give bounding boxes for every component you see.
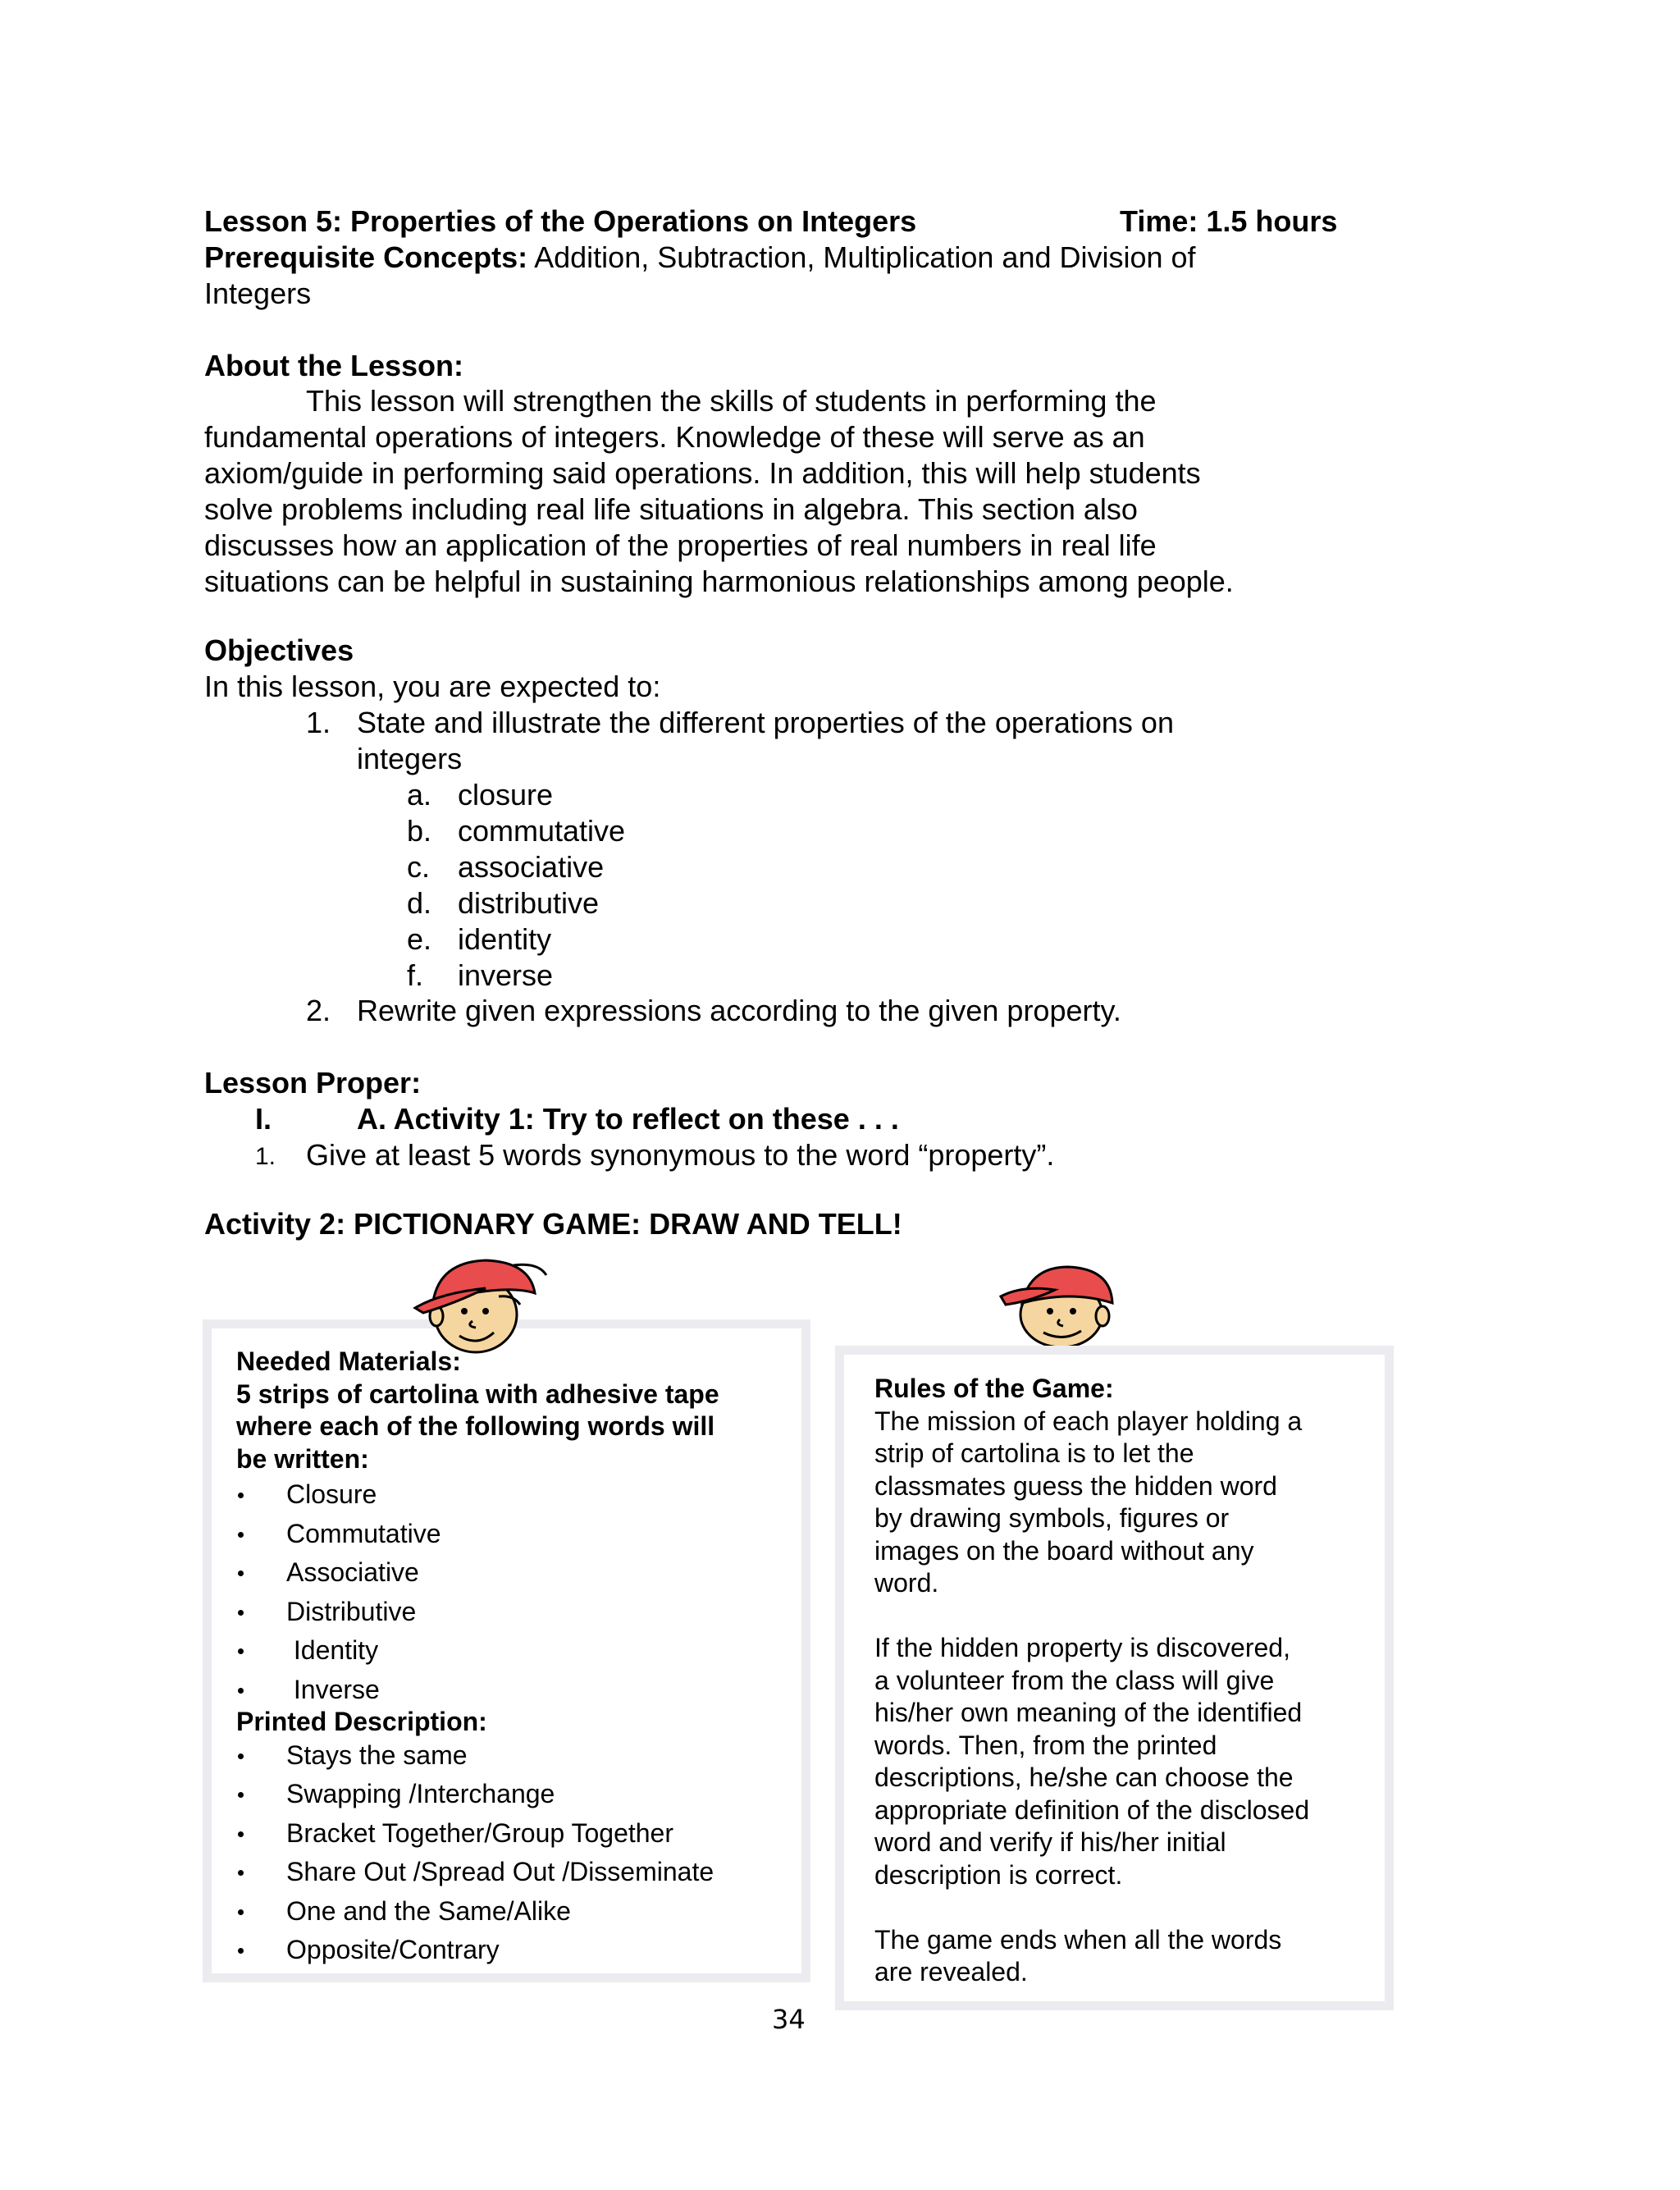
lesson-proper-heading: Lesson Proper: [204, 1066, 422, 1100]
rules-line: description is correct. [874, 1859, 1123, 1890]
sub-item-text: inverse [458, 958, 554, 992]
sub-item-text: closure [458, 778, 554, 812]
sub-item-letter: e. [407, 922, 432, 956]
boy-with-red-cap-icon [407, 1247, 559, 1359]
word-item: Associative [236, 1553, 802, 1593]
about-line: axiom/guide in performing said operations. In addition, this will help students [204, 456, 1201, 490]
sub-item-letter: c. [407, 850, 431, 884]
materials-intro-line: 5 strips of cartolina with adhesive tape [236, 1378, 719, 1409]
word-item: Inverse [236, 1671, 802, 1703]
rules-line: by drawing symbols, figures or [874, 1503, 1230, 1533]
lesson-time: Time: 1.5 hours [1120, 204, 1338, 238]
about-line: situations can be helpful in sustaining harmonious relationships among people. [204, 565, 1234, 598]
rules-line: The game ends when all the words [874, 1924, 1282, 1955]
rules-line: a volunteer from the class will give [874, 1665, 1275, 1695]
sub-item-letter: a. [407, 778, 432, 812]
sub-item-text: distributive [458, 886, 600, 920]
sub-item-text: identity [458, 922, 552, 956]
rules-line: strip of cartolina is to let the [874, 1438, 1194, 1468]
rules-line: are revealed. [874, 1957, 1028, 1987]
objectives-intro: In this lesson, you are expected to: [204, 670, 661, 703]
materials-intro-line: be written: [236, 1443, 369, 1474]
roman-numeral: I. [255, 1102, 272, 1136]
about-heading: About the Lesson: [204, 349, 463, 382]
page-number: 34 [772, 2004, 806, 2035]
rules-line: words. Then, from the printed [874, 1730, 1217, 1760]
word-item: Distributive [236, 1593, 802, 1632]
words-list [236, 1475, 802, 1703]
question-text: Give at least 5 words synonymous to the word “property”. [306, 1138, 1055, 1172]
activity-2-heading: Activity 2: PICTIONARY GAME: DRAW AND TELL! [204, 1207, 902, 1241]
description-item: Opposite/Contrary [236, 1931, 802, 1964]
about-line: This lesson will strengthen the skills of students in performing the [306, 384, 1157, 418]
activity-1-heading: A. Activity 1: Try to reflect on these . . . [357, 1102, 899, 1136]
objective-text-1: State and illustrate the different properties of the operations on [357, 706, 1174, 739]
sub-item-letter: d. [407, 886, 432, 920]
lesson-title: Lesson 5: Properties of the Operations on Integers [204, 204, 917, 238]
rules-line: images on the board without any [874, 1535, 1254, 1566]
materials-box [203, 1319, 810, 1982]
rules-line: classmates guess the hidden word [874, 1470, 1277, 1501]
prerequisite-line [204, 240, 1196, 276]
about-line: fundamental operations of integers. Knowledge of these will serve as an [204, 420, 1145, 454]
rules-heading: Rules of the Game: [874, 1374, 1114, 1403]
sub-item-text: associative [458, 850, 605, 884]
printed-description-heading: Printed Description: [236, 1706, 487, 1736]
rules-box [835, 1346, 1394, 2010]
sub-item-text: commutative [458, 814, 626, 848]
prerequisite-label: Prerequisite Concepts: [204, 240, 528, 274]
rules-line: word and verify if his/her initial [874, 1827, 1226, 1857]
prerequisite-text: Addition, Subtraction, Multiplication and Division of [527, 240, 1196, 274]
objective-number-1: 1. [306, 706, 331, 739]
about-line: discusses how an application of the properties of real numbers in real life [204, 528, 1157, 562]
description-item: One and the Same/Alike [236, 1892, 802, 1932]
about-paragraph [204, 383, 1322, 600]
rules-line: If the hidden property is discovered, [874, 1633, 1290, 1662]
objective-text-1-cont: integers [357, 742, 463, 775]
question-number: 1. [255, 1143, 276, 1170]
objectives-heading: Objectives [204, 633, 354, 667]
prerequisite-text-cont: Integers [204, 277, 312, 310]
materials-intro-line: where each of the following words will [236, 1411, 715, 1441]
sub-item-letter: b. [407, 814, 432, 848]
word-item: Commutative [236, 1515, 802, 1554]
word-item: Closure [236, 1475, 802, 1515]
rules-line: his/her own meaning of the identified [874, 1698, 1303, 1727]
description-item: Stays the same [236, 1736, 802, 1776]
description-item: Swapping /Interchange [236, 1775, 802, 1814]
rules-line: word. [874, 1568, 939, 1598]
description-item: Bracket Together/Group Together [236, 1814, 802, 1854]
objective-text-2: Rewrite given expressions according to the given property. [357, 994, 1121, 1027]
rules-line: descriptions, he/she can choose the [874, 1763, 1294, 1792]
rules-line: appropriate definition of the disclosed [874, 1795, 1310, 1825]
boy-with-red-cap-icon [989, 1257, 1142, 1352]
word-item: Identity [236, 1631, 802, 1671]
sub-item-letter: f. [407, 958, 424, 992]
objective-number-2: 2. [306, 994, 331, 1027]
descriptions-list [236, 1736, 802, 1964]
rules-line: The mission of each player holding a [874, 1406, 1303, 1436]
about-line: solve problems including real life situations in algebra. This section also [204, 492, 1138, 526]
description-item: Share Out /Spread Out /Disseminate [236, 1853, 802, 1892]
materials-heading: Needed Materials: [236, 1346, 461, 1376]
